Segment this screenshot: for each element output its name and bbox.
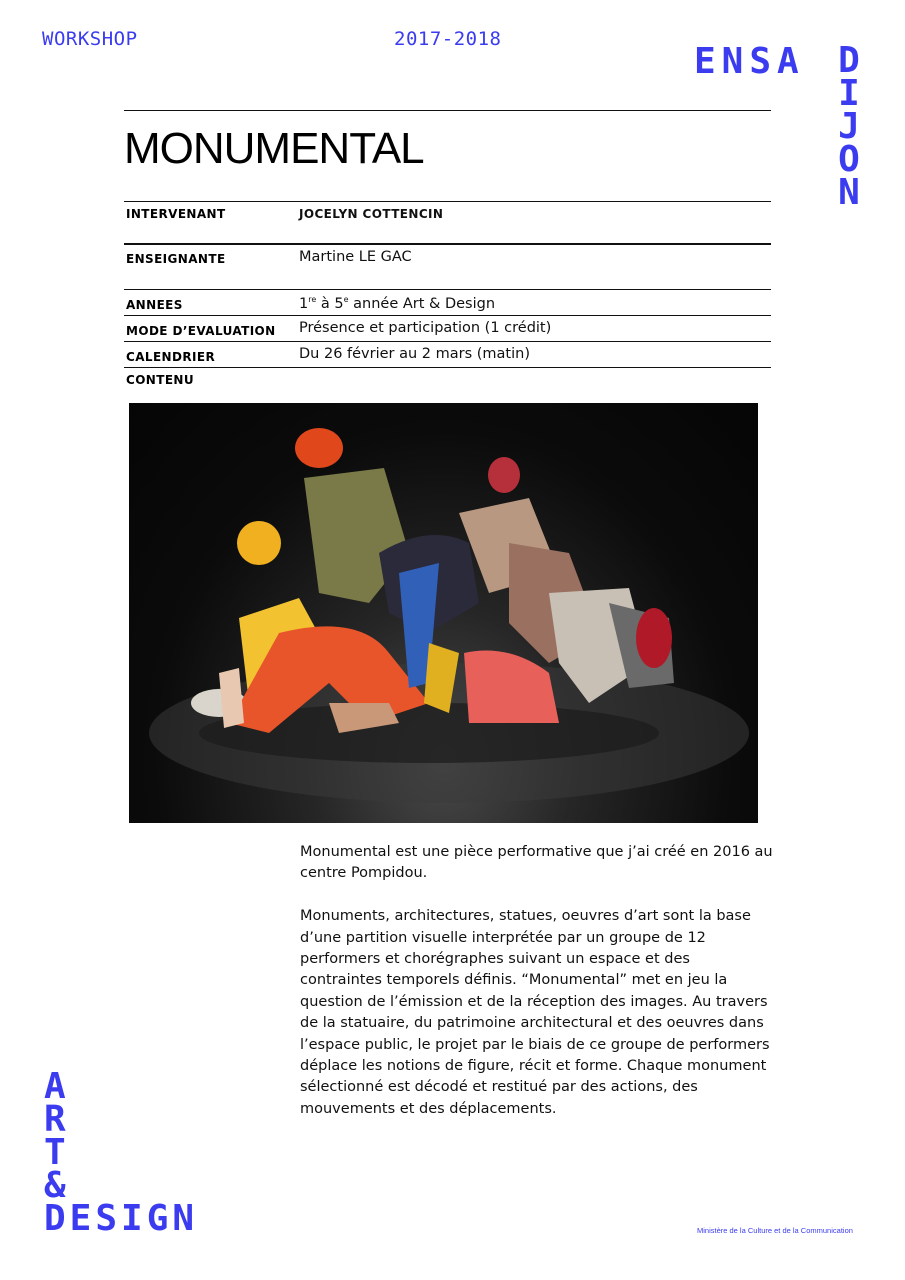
body-paragraph: Monuments, architectures, statues, oeuvres d’art sont la base d’une partition visuelle interprétée par un groupe de 12 performers et chorégraphes suivant un espace et des contraintes temporels définis. “Monumental” met en jeu la question de l’émission et de la réception des images. Au travers de la statuaire, du patrimoine architectural et des oeuvres dans l’espace public, le projet par le biais de ce groupe de performers déplace les notions de figure, récit et forme. Chaque monument sélectionné est décodé et restitué par des actions, des mouvements et des déplacements.: [300, 908, 770, 1117]
divider: [124, 289, 771, 290]
annees-value-part: 1: [299, 295, 309, 312]
intervenant-label: INTERVENANT: [126, 207, 226, 221]
logo-art-design-line: T: [44, 1132, 66, 1173]
enseignante-value: Martine LE GAC: [299, 249, 412, 265]
calendrier-label: CALENDRIER: [126, 350, 216, 364]
logo-art-design-line: R: [44, 1099, 66, 1140]
contenu-label: CONTENU: [126, 373, 195, 387]
logo-dijon-letter: I: [838, 73, 860, 114]
logo-dijon-letter: O: [838, 139, 860, 180]
logo-art-design-line: DESIGN: [44, 1198, 199, 1239]
logo-art-design: [44, 1066, 199, 1239]
divider: [124, 201, 771, 202]
logo-dijon-letter: D: [838, 40, 860, 81]
annees-label: ANNEES: [126, 298, 183, 312]
logo-dijon-letter: N: [838, 172, 860, 213]
logo-ensa: ENSA: [694, 41, 805, 82]
header-workshop-label: WORKSHOP: [42, 28, 138, 50]
logo-dijon: [834, 40, 864, 213]
body-paragraph: Monumental est une pièce performative que j’ai créé en 2016 au centre Pompidou.: [300, 844, 773, 882]
mode-evaluation-value: Présence et participation (1 crédit): [299, 320, 552, 336]
intervenant-value: JOCELYN COTTENCIN: [299, 207, 444, 221]
annees-value-sup: e: [343, 295, 349, 304]
page-title: MONUMENTAL: [124, 124, 424, 173]
enseignante-label: ENSEIGNANTE: [126, 252, 226, 266]
header-year-label: 2017-2018: [394, 28, 502, 50]
calendrier-value: Du 26 février au 2 mars (matin): [299, 346, 530, 362]
annees-value: [299, 295, 495, 312]
divider: [124, 367, 771, 368]
divider: [124, 110, 771, 111]
divider: [124, 243, 771, 245]
annees-value-part: année Art & Design: [348, 295, 496, 312]
annees-value-sup: re: [308, 295, 317, 304]
annees-value-part: à 5: [316, 295, 344, 312]
body-text: [300, 842, 775, 1142]
logo-dijon-letter: J: [838, 106, 860, 147]
logo-art-design-line: &: [44, 1165, 66, 1206]
performance-photo: [129, 403, 758, 823]
divider: [124, 341, 771, 342]
logo-art-design-line: A: [44, 1066, 66, 1107]
performance-photo-illustration: [129, 403, 758, 823]
divider: [124, 315, 771, 316]
mode-evaluation-label: MODE D’EVALUATION: [126, 324, 276, 338]
ministry-credit: Ministère de la Culture et de la Communication: [697, 1226, 853, 1235]
